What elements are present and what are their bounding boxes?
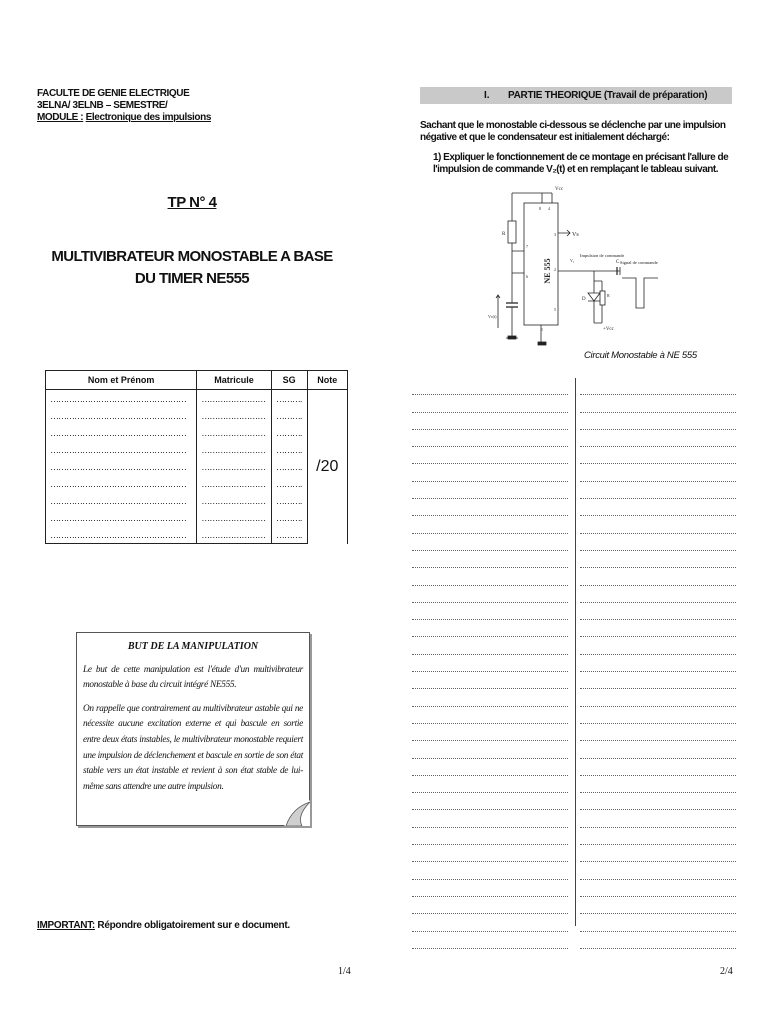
answer-line[interactable] xyxy=(412,499,568,516)
answer-line[interactable] xyxy=(580,655,736,672)
answer-line[interactable] xyxy=(580,395,736,412)
student-sg-cell[interactable]: ………. xyxy=(271,441,307,458)
col-header-sg: SG xyxy=(271,371,307,390)
student-sg-cell[interactable]: ………. xyxy=(271,475,307,492)
student-matricule-cell[interactable]: …………………… xyxy=(197,509,272,526)
student-row xyxy=(46,492,348,509)
student-sg-cell[interactable]: ………. xyxy=(271,424,307,441)
answer-line[interactable] xyxy=(580,845,736,862)
page-number-right: 2/4 xyxy=(720,966,733,977)
student-matricule-cell[interactable]: …………………… xyxy=(197,458,272,475)
pin-3: 3 xyxy=(554,232,556,237)
answer-line[interactable] xyxy=(412,620,568,637)
pin-2: 2 xyxy=(554,267,556,272)
label-v2: V₂ xyxy=(570,258,575,263)
label-impulsion: Impulsion de commande xyxy=(580,253,624,258)
answer-line[interactable] xyxy=(412,741,568,758)
pin-6: 6 xyxy=(526,274,528,279)
diode-d xyxy=(588,293,600,301)
answer-line[interactable] xyxy=(580,447,736,464)
student-matricule-cell[interactable]: …………………… xyxy=(197,475,272,492)
answer-line[interactable] xyxy=(580,862,736,879)
answer-line[interactable] xyxy=(580,707,736,724)
answer-line[interactable] xyxy=(412,914,568,931)
section-title: PARTIE THEORIQUE (Travail de préparation) xyxy=(508,90,708,101)
student-matricule-cell[interactable]: …………………… xyxy=(197,526,272,544)
title-line-1: MULTIVIBRATEUR MONOSTABLE A BASE xyxy=(51,248,333,265)
student-sg-cell[interactable]: ………. xyxy=(271,407,307,424)
answer-line[interactable] xyxy=(580,620,736,637)
intro-text: Sachant que le monostable ci-dessous se déclenche par une impulsion négative et que le condensateur est initialement déchargé: xyxy=(420,120,726,143)
student-name-cell[interactable]: …………………………………………… xyxy=(46,441,197,458)
important-note xyxy=(37,920,290,931)
answer-line[interactable] xyxy=(580,378,736,395)
answer-line[interactable] xyxy=(412,395,568,412)
ground-chip xyxy=(538,342,546,345)
document-header xyxy=(37,88,211,124)
page-title xyxy=(0,246,384,290)
answer-line[interactable] xyxy=(412,464,568,481)
student-name-cell[interactable]: …………………………………………… xyxy=(46,424,197,441)
answer-line[interactable] xyxy=(580,810,736,827)
student-name-cell[interactable]: …………………………………………… xyxy=(46,492,197,509)
student-row xyxy=(46,526,348,544)
label-c: C xyxy=(616,260,620,265)
objective-box xyxy=(76,632,310,826)
module-name: Electronique des impulsions xyxy=(85,112,211,123)
answer-line[interactable] xyxy=(412,897,568,914)
answer-line[interactable] xyxy=(412,828,568,845)
answer-line[interactable] xyxy=(580,430,736,447)
answer-line[interactable] xyxy=(412,880,568,897)
answer-line[interactable] xyxy=(580,741,736,758)
capacitor-c xyxy=(506,303,518,307)
answer-line[interactable] xyxy=(580,482,736,499)
faculty-name: FACULTE DE GENIE ELECTRIQUE xyxy=(37,88,190,99)
student-matricule-cell[interactable]: …………………… xyxy=(197,407,272,424)
answer-line[interactable] xyxy=(412,759,568,776)
answer-line[interactable] xyxy=(412,672,568,689)
answer-column-left[interactable] xyxy=(412,378,568,949)
objective-title: BUT DE LA MANIPULATION xyxy=(127,641,259,652)
answer-line[interactable] xyxy=(580,568,736,585)
answer-line[interactable] xyxy=(580,932,736,949)
answer-line[interactable] xyxy=(412,776,568,793)
column-divider xyxy=(575,378,576,926)
answer-line[interactable] xyxy=(412,447,568,464)
student-row xyxy=(46,475,348,492)
answer-line[interactable] xyxy=(412,568,568,585)
module-line xyxy=(37,112,211,124)
student-row xyxy=(46,407,348,424)
answer-line[interactable] xyxy=(580,499,736,516)
answer-line[interactable] xyxy=(412,637,568,654)
answer-line[interactable] xyxy=(412,378,568,395)
student-row xyxy=(46,509,348,526)
resistor-r xyxy=(508,221,516,243)
resistor-r2 xyxy=(600,291,605,305)
answer-line[interactable] xyxy=(580,828,736,845)
answer-line[interactable] xyxy=(580,586,736,603)
important-text: Répondre obligatoirement sur e document. xyxy=(94,920,290,931)
col-header-note: Note xyxy=(307,371,348,390)
answer-line[interactable] xyxy=(412,845,568,862)
note-cell: /20 xyxy=(307,390,348,544)
pin-1: 1 xyxy=(541,327,543,332)
label-vs: Vs xyxy=(572,232,579,238)
student-matricule-cell[interactable]: …………………… xyxy=(197,424,272,441)
student-name-cell[interactable]: …………………………………………… xyxy=(46,458,197,475)
answer-line[interactable] xyxy=(580,603,736,620)
answer-line[interactable] xyxy=(412,603,568,620)
command-signal-plot xyxy=(620,258,660,318)
student-row xyxy=(46,441,348,458)
answer-line[interactable] xyxy=(412,793,568,810)
title-line-2: DU TIMER NE555 xyxy=(134,270,250,287)
label-vcc2: +Vcc xyxy=(603,327,614,332)
answer-line[interactable] xyxy=(580,413,736,430)
answer-line[interactable] xyxy=(412,413,568,430)
student-sg-cell[interactable]: ………. xyxy=(271,458,307,475)
answer-line[interactable] xyxy=(412,534,568,551)
answer-line[interactable] xyxy=(412,586,568,603)
student-matricule-cell[interactable]: …………………… xyxy=(197,441,272,458)
ground-left xyxy=(508,336,516,339)
answer-line[interactable] xyxy=(580,914,736,931)
answer-line[interactable] xyxy=(580,551,736,568)
student-row xyxy=(46,390,348,408)
student-sg-cell[interactable]: ………. xyxy=(271,526,307,544)
answer-line[interactable] xyxy=(412,689,568,706)
command-pulse xyxy=(622,278,658,308)
col-header-matricule: Matricule xyxy=(197,371,272,390)
important-label: IMPORTANT: xyxy=(37,920,95,931)
question-1: 1) Expliquer le fonctionnement de ce montage en précisant l'allure de l'impulsion de commande V₂(t) et en remplaçant le tableau suivant. xyxy=(433,152,729,175)
student-name-cell[interactable]: …………………………………………… xyxy=(46,526,197,544)
student-matricule-cell[interactable]: …………………… xyxy=(197,492,272,509)
ne555-chip xyxy=(524,203,558,325)
label-vcc: Vcc xyxy=(555,187,564,192)
answer-line[interactable] xyxy=(580,880,736,897)
answer-line[interactable] xyxy=(412,932,568,949)
student-name-cell[interactable]: …………………………………………… xyxy=(46,475,197,492)
student-name-cell[interactable]: …………………………………………… xyxy=(46,509,197,526)
answer-line[interactable] xyxy=(580,897,736,914)
answer-line[interactable] xyxy=(412,862,568,879)
answer-line[interactable] xyxy=(580,793,736,810)
page-curl-icon xyxy=(284,800,310,826)
pin-5: 5 xyxy=(554,307,556,312)
student-name-cell[interactable]: …………………………………………… xyxy=(46,407,197,424)
module-label: MODULE : xyxy=(37,112,84,123)
answer-line[interactable] xyxy=(412,430,568,447)
pin-4: 4 xyxy=(548,206,550,211)
label-signal: Signal de commande xyxy=(620,260,658,265)
page-number-left: 1/4 xyxy=(338,966,351,977)
answer-line[interactable] xyxy=(412,655,568,672)
pin-7: 7 xyxy=(526,244,528,249)
pin-8: 8 xyxy=(539,206,541,211)
objective-paragraph-1: Le but de cette manipulation est l'étude d'un multivibrateur monostable à base du circuit intégré NE555. xyxy=(83,664,303,691)
monostable-circuit-diagram xyxy=(484,183,624,348)
student-row xyxy=(46,458,348,475)
tp-number: TP N° 4 xyxy=(167,194,217,211)
class-semester: 3ELNA/ 3ELNB – SEMESTRE/ xyxy=(37,100,168,111)
label-vc: Vc(t) xyxy=(488,314,497,319)
label-r: R xyxy=(502,232,506,237)
section-number: I. xyxy=(484,90,490,101)
label-d: D xyxy=(582,297,586,302)
answer-line[interactable] xyxy=(580,637,736,654)
answer-line[interactable] xyxy=(580,689,736,706)
label-r2: R xyxy=(607,293,610,298)
student-rows xyxy=(46,390,348,544)
section-header xyxy=(420,87,732,104)
answer-line[interactable] xyxy=(412,482,568,499)
student-matricule-cell[interactable]: …………………… xyxy=(197,390,272,408)
label-ne555: NE 555 xyxy=(543,258,552,284)
col-header-name: Nom et Prénom xyxy=(46,371,197,390)
answer-line[interactable] xyxy=(580,759,736,776)
answer-line[interactable] xyxy=(412,516,568,533)
answer-line[interactable] xyxy=(580,724,736,741)
answer-line[interactable] xyxy=(580,516,736,533)
student-name-cell[interactable]: …………………………………………… xyxy=(46,390,197,408)
student-sg-cell[interactable]: ………. xyxy=(271,509,307,526)
answer-line[interactable] xyxy=(412,810,568,827)
answer-line[interactable] xyxy=(412,551,568,568)
student-sg-cell[interactable]: ………. xyxy=(271,492,307,509)
answer-line[interactable] xyxy=(412,724,568,741)
answer-column-right[interactable] xyxy=(580,378,736,949)
answer-line[interactable] xyxy=(580,534,736,551)
answer-line[interactable] xyxy=(580,776,736,793)
answer-line[interactable] xyxy=(580,672,736,689)
circuit-caption: Circuit Monostable à NE 555 xyxy=(584,350,697,361)
objective-paragraph-2: On rappelle que contrairement au multivibrateur astable qui ne nécessite aucune excitation externe et qui bascule en sortie entre deux états instables, le multivibrateur monostable requiert une impulsion de déclenchement et bascule en sortie de son état stable vers un état instable et revient à son état stable de lui-même sans attendre une autre impulsion. xyxy=(83,703,303,792)
answer-line[interactable] xyxy=(412,707,568,724)
student-sg-cell[interactable]: ………. xyxy=(271,390,307,408)
student-row xyxy=(46,424,348,441)
student-table xyxy=(45,370,348,544)
answer-line[interactable] xyxy=(580,464,736,481)
